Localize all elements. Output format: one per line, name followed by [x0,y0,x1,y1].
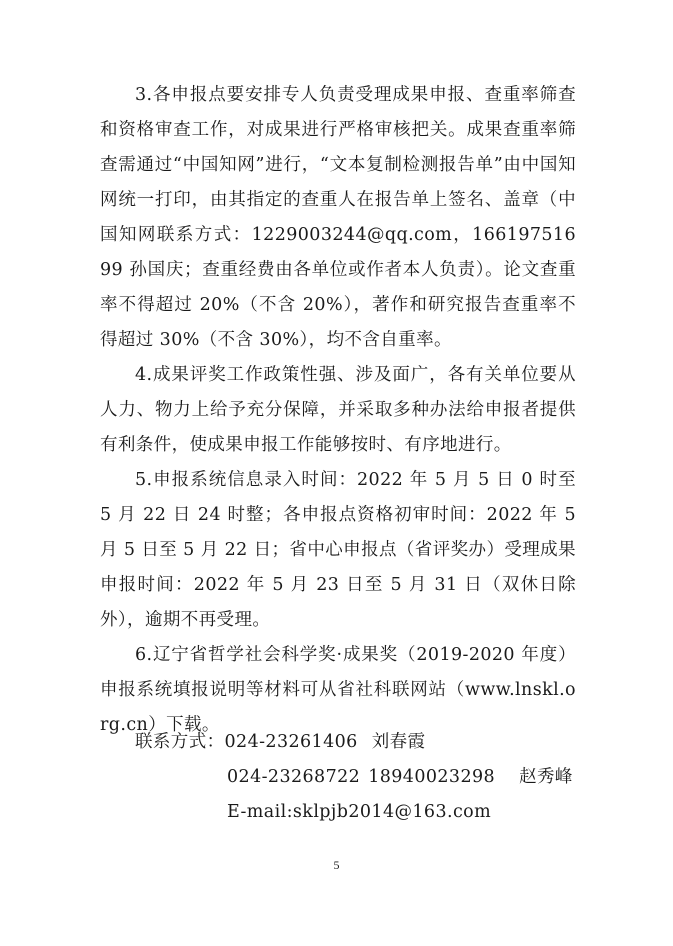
contact-line-2 [227,760,573,795]
contact-name-1: 刘春霞 [371,732,426,752]
document-body [100,78,576,743]
contact-email [227,795,491,830]
paragraph-5: 5.申报系统信息录入时间：2022 年 5 月 5 日 0 时至 5 月 22 日 24 时整；各申报点资格初审时间：2022 年 5 月 5 日至 5 月 22 日；省中心申报点（省评奖办）受理成果申报时间：2022 年 5 月 23 日至 5 月 31 日（双休日除外），逾期不再受理。 [100,470,576,630]
contact-phone-2: 024-23268722 [227,767,361,787]
page-number: 5 [333,858,340,872]
contact-email-address: E-mail:sklpjb2014@163.com [227,802,492,822]
contact-phone-1: 024-23261406 [224,732,358,752]
paragraph-6: 6.辽宁省哲学社会科学奖·成果奖（2019-2020 年度）申报系统填报说明等材料可从省社科联网站（www.lnskl.org.cn）下载。 [100,645,576,735]
contact-label: 联系方式： [135,732,225,752]
paragraph-3: 3.各申报点要安排专人负责受理成果申报、查重率筛查和资格审查工作，对成果进行严格审核把关。成果查重率筛查需通过“中国知网”进行，“文本复制检测报告单”由中国知网统一打印，由其指定的查重人在报告单上签名、盖章（中国知网联系方式：1229003244@qq.com，16619751699 孙国庆；查重经费由各单位或作者本人负责）。论文查重率不得超过 20%（不含 20%），著作和研究报告查重率不得超过 30%（不含 30%），均不含自重率。 [100,85,576,350]
contact-line-1 [135,725,425,760]
contact-mobile-2: 18940023298 [368,767,496,787]
paragraph-4: 4.成果评奖工作政策性强、涉及面广，各有关单位要从人力、物力上给予充分保障，并采取多种办法给申报者提供有利条件，使成果申报工作能够按时、有序地进行。 [100,365,576,455]
contact-name-2: 赵秀峰 [519,767,573,787]
